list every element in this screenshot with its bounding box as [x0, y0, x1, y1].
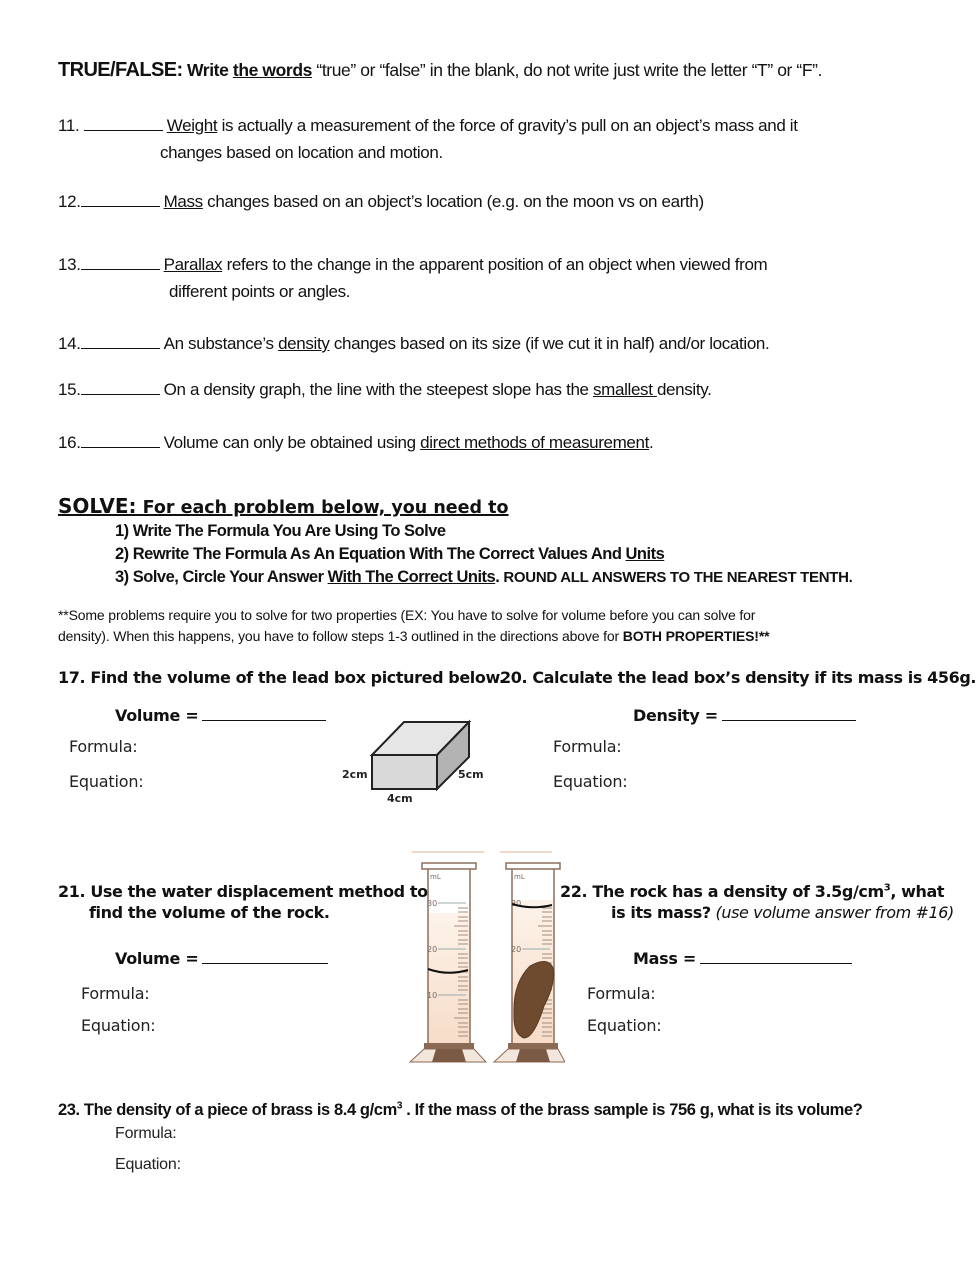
note-line-1: **Some problems require you to solve for two properties (EX: You have to solve for volume before you can solve for	[58, 607, 756, 623]
tf-question-16: 16. Volume can only be obtained using direct methods of measurement.	[58, 433, 654, 452]
problem-20-formula-label: Formula:	[553, 737, 622, 756]
density-answer-blank[interactable]	[722, 706, 856, 721]
tf-question-14: 14. An substance’s density changes based on its size (if we cut it in half) and/or location.	[58, 334, 770, 353]
problem-21-answer: Volume =	[115, 949, 328, 968]
answer-blank-15[interactable]	[81, 380, 160, 395]
note-line-2: density). When this happens, you have to follow steps 1-3 outlined in the directions above for BOTH PROPERTIES!**	[58, 628, 770, 644]
problem-21-prompt-line1: 21. Use the water displacement method to	[58, 882, 428, 901]
tf-question-11-line2: changes based on location and motion.	[160, 143, 443, 162]
problem-23-equation-label: Equation:	[115, 1156, 181, 1173]
svg-text:10: 10	[427, 991, 438, 1000]
instruction-bold: Write	[186, 60, 229, 80]
svg-text:mL: mL	[430, 873, 441, 881]
answer-blank-12[interactable]	[81, 192, 160, 207]
answer-blank-16[interactable]	[81, 433, 160, 448]
problem-17-formula-label: Formula:	[69, 737, 138, 756]
graduated-cylinders-diagram	[400, 848, 565, 1066]
problem-22-formula-label: Formula:	[587, 984, 656, 1003]
svg-text:20: 20	[511, 945, 522, 954]
true-false-instructions	[58, 59, 822, 82]
problem-22-answer: Mass =	[633, 949, 852, 968]
tf-question-11: 11. Weight is actually a measurement of the force of gravity’s pull on an object’s mass and it	[58, 116, 798, 135]
answer-blank-11[interactable]	[84, 116, 163, 131]
tf-question-13-line2: different points or angles.	[169, 282, 351, 301]
svg-text:20: 20	[427, 945, 438, 954]
true-false-label: TRUE/FALSE:	[58, 59, 183, 81]
instruction-underlined: the words	[232, 60, 312, 80]
box-width-label: 4cm	[387, 792, 413, 805]
problem-23-prompt: 23. The density of a piece of brass is 8.4 $g/cm^3$ . If the mass of the brass sample is 756 g, what is its volume?	[58, 1100, 863, 1119]
problem-17-prompt: 17. Find the volume of the lead box pictured below.	[58, 668, 505, 687]
problem-21-equation-label: Equation:	[81, 1016, 156, 1035]
svg-text:30: 30	[511, 899, 522, 908]
problem-23-formula-label: Formula:	[115, 1125, 177, 1142]
problem-21-prompt-line2: find the volume of the rock.	[89, 903, 330, 922]
box-height-label: 2cm	[342, 768, 368, 781]
answer-blank-13[interactable]	[81, 255, 160, 270]
problem-22-equation-label: Equation:	[587, 1016, 662, 1035]
problem-20-prompt: 20. Calculate the lead box’s density if its mass is 456g.	[500, 668, 977, 687]
instruction-rest: “true” or “false” in the blank, do not write just write the letter “T” or “F”.	[316, 60, 823, 80]
tf-question-13: 13. Parallax refers to the change in the apparent position of an object when viewed from	[58, 255, 768, 274]
volume-answer-blank[interactable]	[202, 706, 326, 721]
problem-21-formula-label: Formula:	[81, 984, 150, 1003]
svg-text:30: 30	[427, 899, 438, 908]
problem-20-answer: Density =	[633, 706, 856, 725]
solve-step-1: 1) Write The Formula You Are Using To Solve	[115, 522, 446, 540]
svg-text:mL: mL	[514, 873, 525, 881]
cylinder-before	[410, 863, 486, 1062]
rock-volume-answer-blank[interactable]	[202, 949, 328, 964]
solve-heading: SOLVE: For each problem below, you need to	[58, 494, 509, 518]
problem-20-equation-label: Equation:	[553, 772, 628, 791]
problem-22-prompt-line1: 22. The rock has a density of $3.5g/cm^3$, what	[560, 882, 945, 901]
problem-22-prompt-line2: is its mass? (use volume answer from #16)	[611, 903, 954, 922]
problem-17-equation-label: Equation:	[69, 772, 144, 791]
tf-question-12: 12. Mass changes based on an object’s location (e.g. on the moon vs on earth)	[58, 192, 704, 211]
box-depth-label: 5cm	[458, 768, 484, 781]
solve-step-2: 2) Rewrite The Formula As An Equation With The Correct Values And Units	[115, 545, 665, 563]
answer-blank-14[interactable]	[81, 334, 160, 349]
cylinder-after-with-rock	[494, 863, 565, 1062]
lead-box-diagram	[335, 715, 495, 810]
solve-step-3: 3) Solve, Circle Your Answer With The Correct Units. ROUND ALL ANSWERS TO THE NEAREST TENTH.	[115, 568, 853, 586]
mass-answer-blank[interactable]	[700, 949, 852, 964]
tf-question-15: 15. On a density graph, the line with the steepest slope has the smallest density.	[58, 380, 712, 399]
problem-17-answer: Volume =	[115, 706, 326, 725]
